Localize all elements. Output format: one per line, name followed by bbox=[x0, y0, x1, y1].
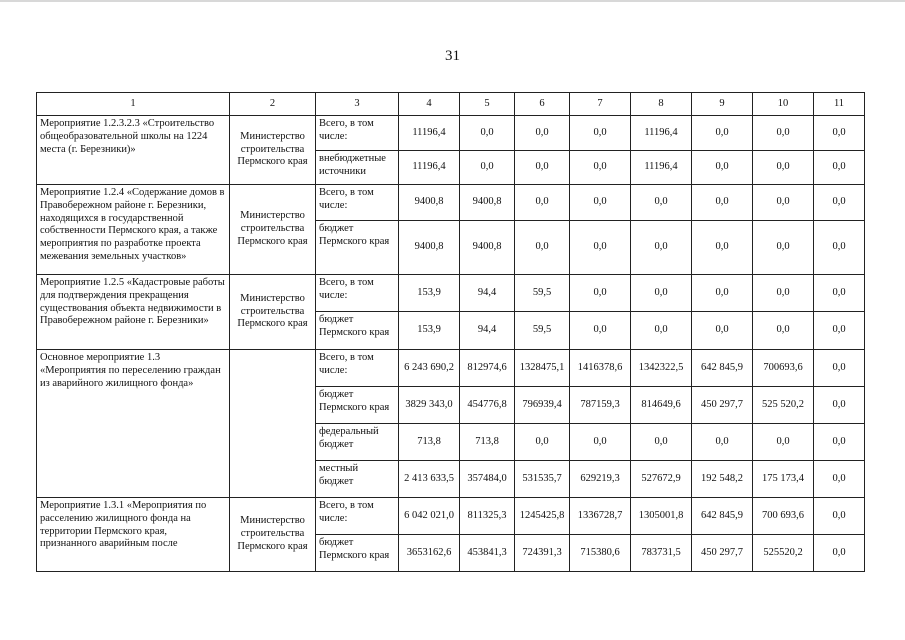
amount-cell: 0,0 bbox=[692, 151, 753, 185]
amount-cell: 11196,4 bbox=[399, 151, 460, 185]
funding-source: Всего, в том числе: bbox=[316, 498, 399, 535]
amount-cell: 153,9 bbox=[399, 275, 460, 312]
amount-cell: 0,0 bbox=[631, 185, 692, 221]
amount-cell: 527672,9 bbox=[631, 461, 692, 498]
amount-cell: 0,0 bbox=[814, 185, 865, 221]
amount-cell: 0,0 bbox=[570, 185, 631, 221]
amount-cell: 0,0 bbox=[570, 275, 631, 312]
amount-cell: 0,0 bbox=[753, 151, 814, 185]
column-header: 11 bbox=[814, 93, 865, 116]
activity-name: Мероприятие 1.2.4 «Содержание домов в Правобережном районе г. Березники, находящихся в государственной собственности Пермского края, а также мероприятия по разработке проекта межевания земельных участков» bbox=[37, 185, 230, 275]
column-header: 2 bbox=[230, 93, 316, 116]
column-header: 3 bbox=[316, 93, 399, 116]
amount-cell: 1342322,5 bbox=[631, 350, 692, 387]
amount-cell: 6 243 690,2 bbox=[399, 350, 460, 387]
page-number: 31 bbox=[445, 48, 460, 64]
column-header: 6 bbox=[515, 93, 570, 116]
header-row bbox=[37, 93, 865, 116]
amount-cell: 0,0 bbox=[692, 424, 753, 461]
amount-cell: 724391,3 bbox=[515, 535, 570, 572]
amount-cell: 0,0 bbox=[631, 312, 692, 350]
amount-cell: 0,0 bbox=[515, 221, 570, 275]
funding-source: бюджет Пермского края bbox=[316, 312, 399, 350]
amount-cell: 59,5 bbox=[515, 275, 570, 312]
amount-cell: 0,0 bbox=[515, 116, 570, 151]
amount-cell: 0,0 bbox=[753, 185, 814, 221]
amount-cell: 1336728,7 bbox=[570, 498, 631, 535]
amount-cell: 0,0 bbox=[814, 387, 865, 424]
executor: Министерство строительства Пермского края bbox=[230, 275, 316, 350]
amount-cell: 0,0 bbox=[814, 535, 865, 572]
amount-cell: 11196,4 bbox=[631, 116, 692, 151]
amount-cell: 642 845,9 bbox=[692, 350, 753, 387]
amount-cell: 0,0 bbox=[570, 116, 631, 151]
amount-cell: 0,0 bbox=[631, 275, 692, 312]
amount-cell: 0,0 bbox=[814, 275, 865, 312]
table-row bbox=[37, 275, 865, 312]
amount-cell: 787159,3 bbox=[570, 387, 631, 424]
funding-source: Всего, в том числе: bbox=[316, 275, 399, 312]
amount-cell: 1416378,6 bbox=[570, 350, 631, 387]
funding-source: Всего, в том числе: bbox=[316, 350, 399, 387]
table-row bbox=[37, 350, 865, 387]
amount-cell: 94,4 bbox=[460, 312, 515, 350]
amount-cell: 713,8 bbox=[399, 424, 460, 461]
amount-cell: 3829 343,0 bbox=[399, 387, 460, 424]
amount-cell: 796939,4 bbox=[515, 387, 570, 424]
executor: Министерство строительства Пермского края bbox=[230, 185, 316, 275]
executor: Министерство строительства Пермского края bbox=[230, 116, 316, 185]
amount-cell: 642 845,9 bbox=[692, 498, 753, 535]
amount-cell: 0,0 bbox=[515, 151, 570, 185]
amount-cell: 0,0 bbox=[814, 424, 865, 461]
amount-cell: 814649,6 bbox=[631, 387, 692, 424]
column-header: 4 bbox=[399, 93, 460, 116]
amount-cell: 629219,3 bbox=[570, 461, 631, 498]
amount-cell: 783731,5 bbox=[631, 535, 692, 572]
amount-cell: 525520,2 bbox=[753, 535, 814, 572]
amount-cell: 0,0 bbox=[814, 151, 865, 185]
amount-cell: 450 297,7 bbox=[692, 387, 753, 424]
funding-source: Всего, в том числе: bbox=[316, 185, 399, 221]
amount-cell: 0,0 bbox=[814, 221, 865, 275]
amount-cell: 0,0 bbox=[814, 312, 865, 350]
amount-cell: 700 693,6 bbox=[753, 498, 814, 535]
amount-cell: 812974,6 bbox=[460, 350, 515, 387]
amount-cell: 2 413 633,5 bbox=[399, 461, 460, 498]
column-header: 1 bbox=[37, 93, 230, 116]
page-top-edge bbox=[0, 0, 905, 2]
table-row bbox=[37, 185, 865, 221]
amount-cell: 0,0 bbox=[692, 312, 753, 350]
amount-cell: 531535,7 bbox=[515, 461, 570, 498]
amount-cell: 0,0 bbox=[570, 312, 631, 350]
column-header: 10 bbox=[753, 93, 814, 116]
amount-cell: 0,0 bbox=[570, 151, 631, 185]
amount-cell: 0,0 bbox=[692, 275, 753, 312]
amount-cell: 0,0 bbox=[570, 221, 631, 275]
amount-cell: 1245425,8 bbox=[515, 498, 570, 535]
amount-cell: 0,0 bbox=[692, 221, 753, 275]
activity-name: Основное мероприятие 1.3 «Мероприятия по переселению граждан из аварийного жилищного фонда» bbox=[37, 350, 230, 498]
amount-cell: 6 042 021,0 bbox=[399, 498, 460, 535]
amount-cell: 713,8 bbox=[460, 424, 515, 461]
amount-cell: 59,5 bbox=[515, 312, 570, 350]
funding-source: бюджет Пермского края bbox=[316, 387, 399, 424]
budget-table bbox=[36, 92, 865, 572]
amount-cell: 3653162,6 bbox=[399, 535, 460, 572]
amount-cell: 453841,3 bbox=[460, 535, 515, 572]
amount-cell: 454776,8 bbox=[460, 387, 515, 424]
funding-source: федеральный бюджет bbox=[316, 424, 399, 461]
amount-cell: 175 173,4 bbox=[753, 461, 814, 498]
funding-source: местный бюджет bbox=[316, 461, 399, 498]
amount-cell: 9400,8 bbox=[460, 221, 515, 275]
amount-cell: 0,0 bbox=[460, 151, 515, 185]
amount-cell: 525 520,2 bbox=[753, 387, 814, 424]
amount-cell: 1305001,8 bbox=[631, 498, 692, 535]
amount-cell: 0,0 bbox=[631, 424, 692, 461]
column-header: 7 bbox=[570, 93, 631, 116]
amount-cell: 0,0 bbox=[515, 185, 570, 221]
funding-source: бюджет Пермского края bbox=[316, 535, 399, 572]
amount-cell: 0,0 bbox=[814, 498, 865, 535]
amount-cell: 0,0 bbox=[631, 221, 692, 275]
amount-cell: 811325,3 bbox=[460, 498, 515, 535]
amount-cell: 94,4 bbox=[460, 275, 515, 312]
amount-cell: 0,0 bbox=[814, 461, 865, 498]
amount-cell: 0,0 bbox=[753, 424, 814, 461]
amount-cell: 0,0 bbox=[570, 424, 631, 461]
amount-cell: 9400,8 bbox=[399, 185, 460, 221]
column-header: 9 bbox=[692, 93, 753, 116]
table-row bbox=[37, 116, 865, 151]
amount-cell: 0,0 bbox=[753, 275, 814, 312]
amount-cell: 1328475,1 bbox=[515, 350, 570, 387]
amount-cell: 0,0 bbox=[814, 350, 865, 387]
activity-name: Мероприятие 1.2.3.2.3 «Строительство общеобразовательной школы на 1224 места (г. Березники)» bbox=[37, 116, 230, 185]
amount-cell: 0,0 bbox=[692, 185, 753, 221]
executor: Министерство строительства Пермского края bbox=[230, 498, 316, 572]
amount-cell: 357484,0 bbox=[460, 461, 515, 498]
amount-cell: 9400,8 bbox=[399, 221, 460, 275]
executor bbox=[230, 350, 316, 498]
activity-name: Мероприятие 1.2.5 «Кадастровые работы для подтверждения прекращения существования объекта недвижимости в Правобережном районе г. Березники» bbox=[37, 275, 230, 350]
amount-cell: 11196,4 bbox=[631, 151, 692, 185]
activity-name: Мероприятие 1.3.1 «Мероприятия по расселению жилищного фонда на территории Пермского края, признанного аварийным после bbox=[37, 498, 230, 572]
amount-cell: 0,0 bbox=[753, 116, 814, 151]
amount-cell: 11196,4 bbox=[399, 116, 460, 151]
column-header: 5 bbox=[460, 93, 515, 116]
funding-source: бюджет Пермского края bbox=[316, 221, 399, 275]
amount-cell: 715380,6 bbox=[570, 535, 631, 572]
amount-cell: 9400,8 bbox=[460, 185, 515, 221]
amount-cell: 0,0 bbox=[753, 312, 814, 350]
column-header: 8 bbox=[631, 93, 692, 116]
amount-cell: 192 548,2 bbox=[692, 461, 753, 498]
amount-cell: 0,0 bbox=[515, 424, 570, 461]
table-row bbox=[37, 498, 865, 535]
amount-cell: 0,0 bbox=[753, 221, 814, 275]
funding-source: Всего, в том числе: bbox=[316, 116, 399, 151]
table-body bbox=[37, 93, 865, 572]
amount-cell: 700693,6 bbox=[753, 350, 814, 387]
amount-cell: 0,0 bbox=[460, 116, 515, 151]
amount-cell: 450 297,7 bbox=[692, 535, 753, 572]
amount-cell: 0,0 bbox=[814, 116, 865, 151]
amount-cell: 153,9 bbox=[399, 312, 460, 350]
funding-source: внебюджетные источники bbox=[316, 151, 399, 185]
amount-cell: 0,0 bbox=[692, 116, 753, 151]
